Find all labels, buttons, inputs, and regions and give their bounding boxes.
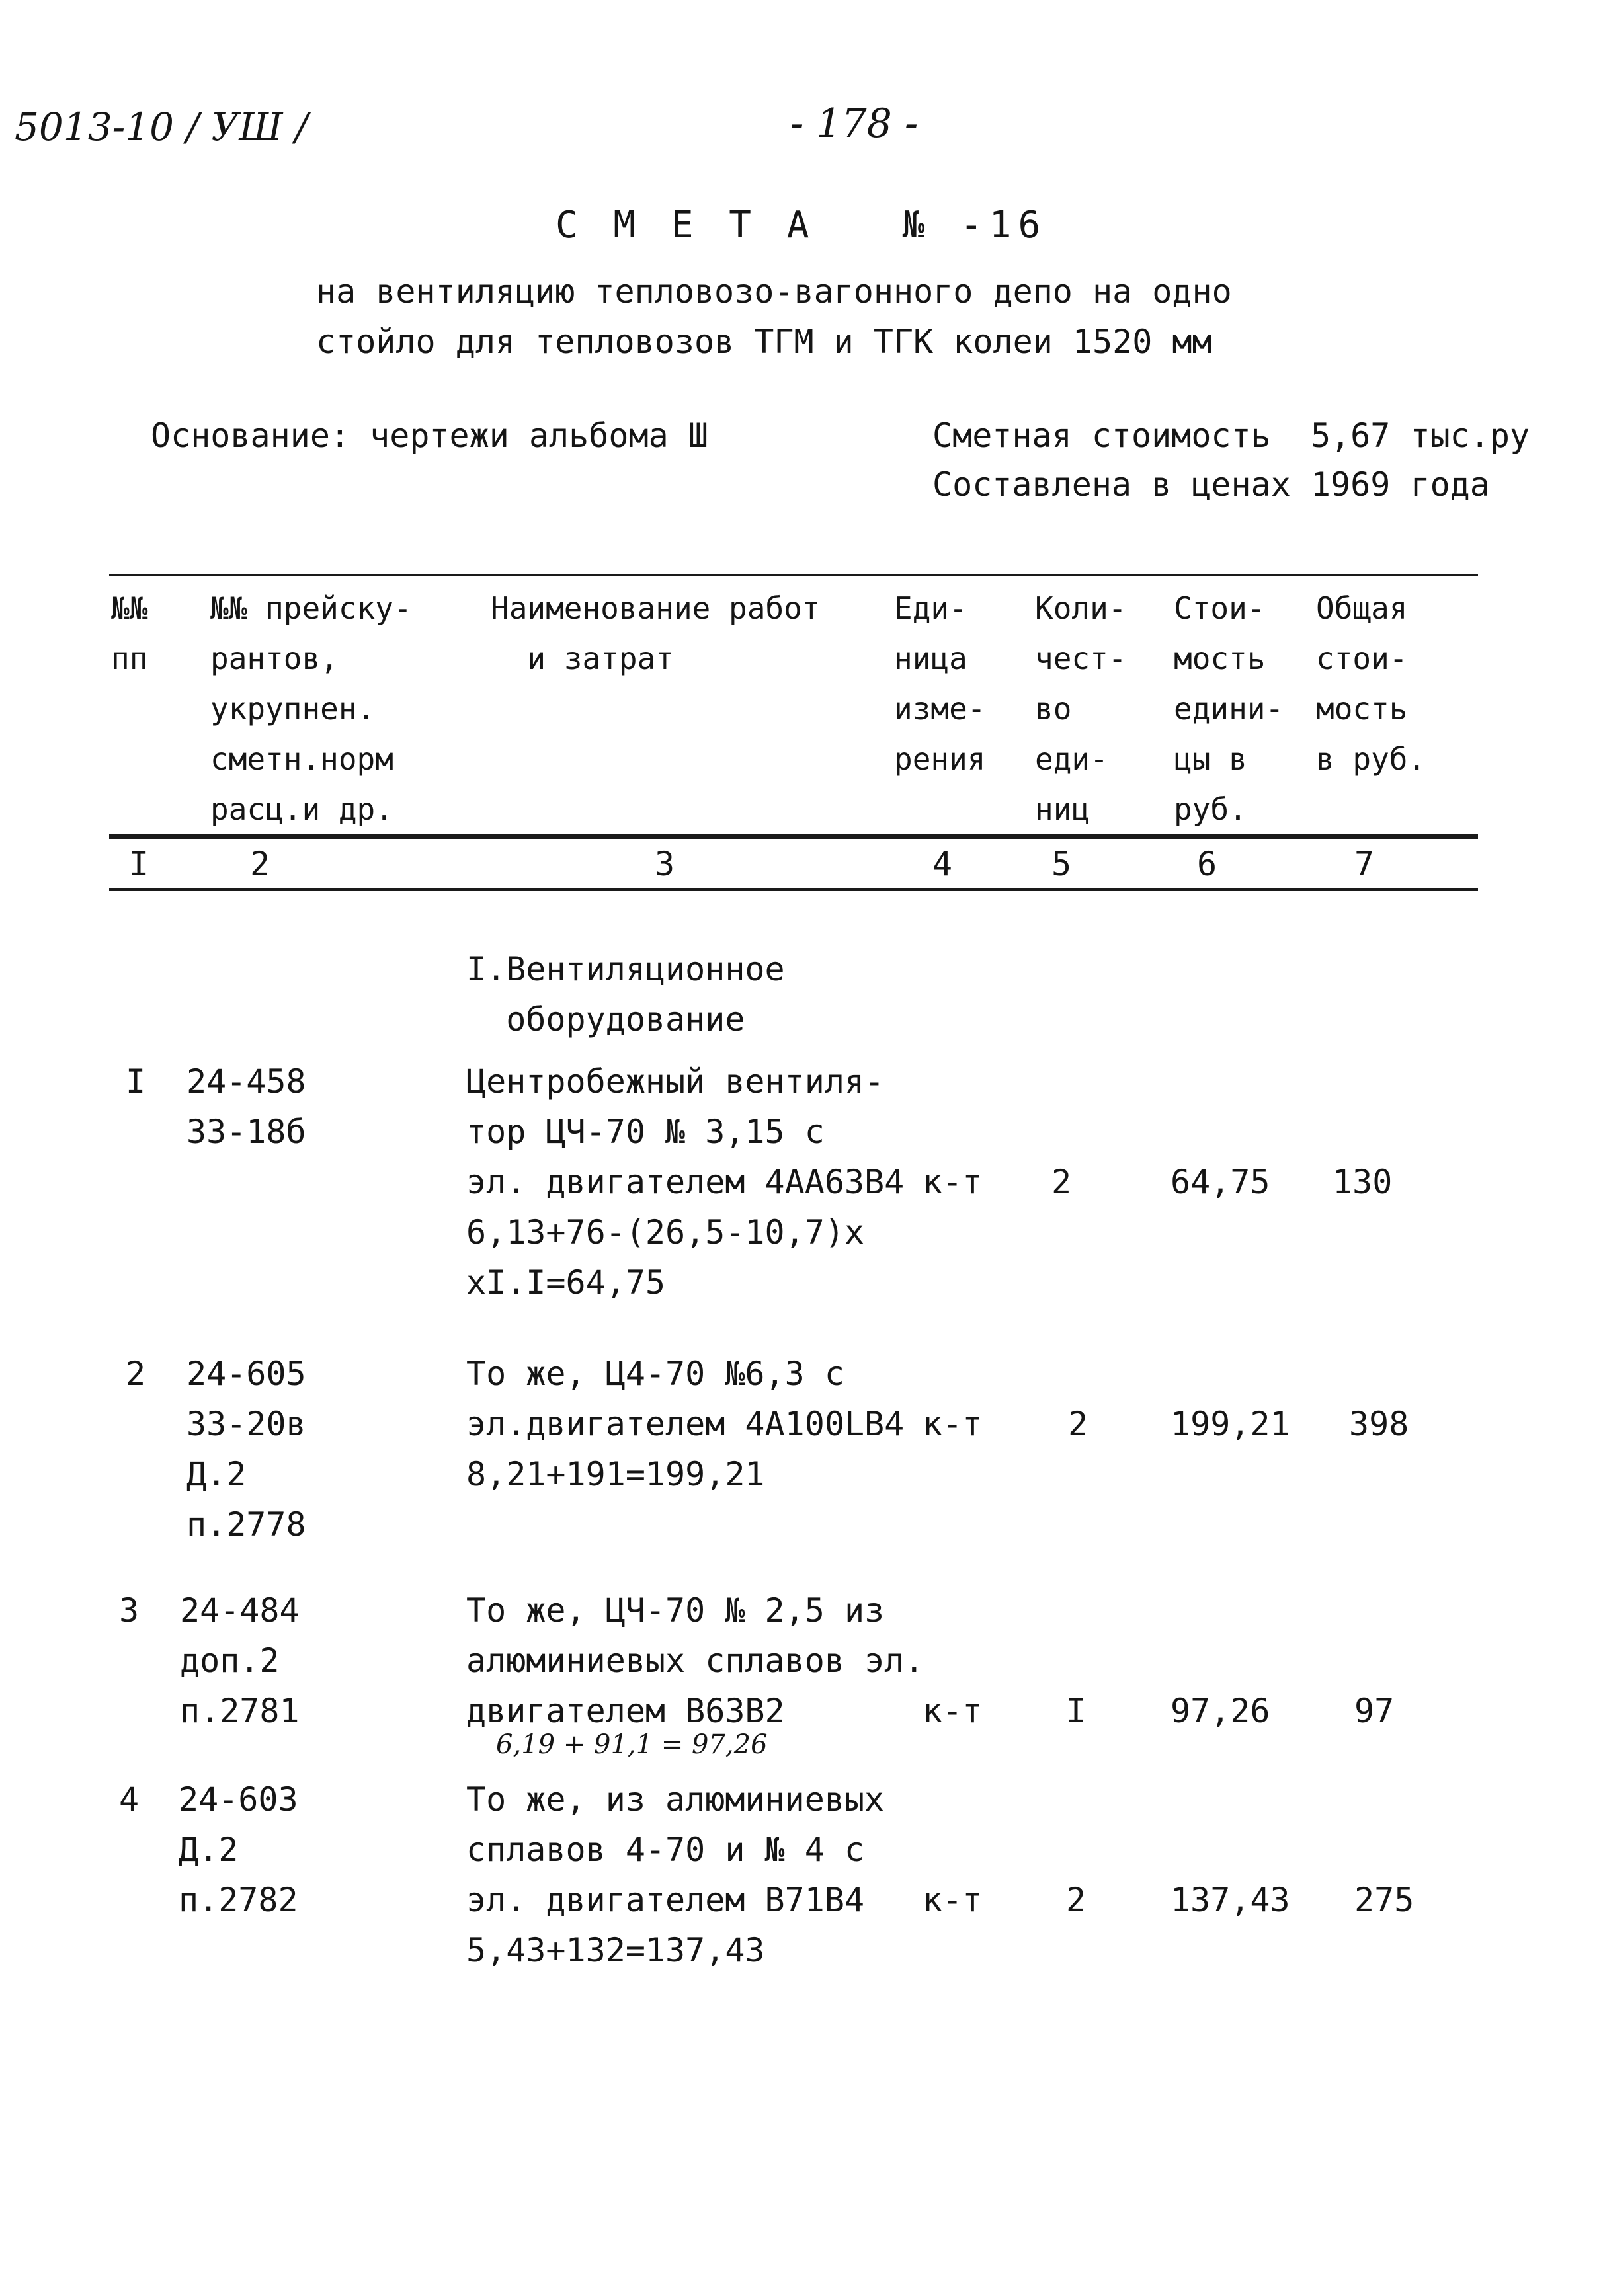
column-number-5: 5 — [1051, 845, 1072, 883]
row-refs: 24-605 33-20в Д.2 п.2778 — [186, 1355, 306, 1544]
table-top-rule — [109, 574, 1478, 576]
column-number-2: 2 — [250, 845, 270, 883]
row-description: То же, Ц4-70 №6,3 с эл.двигателем 4А100LВ4 8,21+191=199,21 — [466, 1355, 905, 1493]
row-unit-price: 97,26 — [1170, 1692, 1270, 1730]
row-description: Центробежный вентиля- тор ЦЧ-70 № 3,15 с эл. двигателем 4АА63В4 6,13+76-(26,5-10,7)x xI.I=64,75 — [466, 1062, 905, 1302]
row-quantity: 2 — [1066, 1881, 1087, 1919]
row-unit-price: 137,43 — [1170, 1881, 1290, 1919]
row-total: 398 — [1349, 1405, 1409, 1443]
column-number-4: 4 — [932, 845, 953, 883]
column-header-4: Еди- ница изме- рения — [894, 590, 986, 777]
estimated-cost: Сметная стоимость 5,67 тыс.ру — [932, 416, 1530, 455]
margin-reference: 5013-10 / УШ / — [15, 104, 308, 149]
basis-text: Основание: чертежи альбома Ш — [151, 416, 708, 455]
row-unit-price: 64,75 — [1170, 1163, 1270, 1201]
row-unit: к-т — [923, 1405, 983, 1443]
column-header-5: Коли- чест- во еди- ниц — [1035, 590, 1127, 827]
row-refs: 24-603 Д.2 п.2782 — [179, 1780, 298, 1919]
row-unit: к-т — [923, 1692, 983, 1730]
row-total: 130 — [1333, 1163, 1393, 1201]
section-title: I.Вентиляционное оборудование — [466, 950, 785, 1039]
subtitle-line-1: на вентиляцию тепловозо-вагонного депо на одно — [316, 272, 1232, 311]
column-number-6: 6 — [1197, 845, 1217, 883]
row-total: 97 — [1354, 1692, 1395, 1730]
column-header-6: Стои- мость едини- цы в руб. — [1174, 590, 1284, 827]
row-number: 3 — [119, 1591, 140, 1630]
row-quantity: 2 — [1068, 1405, 1088, 1443]
column-number-7: 7 — [1354, 845, 1375, 883]
row-refs: 24-458 33-18б — [186, 1062, 306, 1151]
prices-year: Составлена в ценах 1969 года — [932, 465, 1490, 504]
column-header-1: №№ пп — [111, 590, 148, 676]
row-quantity: I — [1066, 1692, 1087, 1730]
column-header-2: №№ прейску- рантов, укрупнен. сметн.норм расц.и др. — [210, 590, 412, 827]
column-number-1: I — [129, 845, 149, 883]
page-number: - 178 - — [790, 100, 919, 147]
row-refs: 24-484 доп.2 п.2781 — [180, 1591, 300, 1730]
row-quantity: 2 — [1051, 1163, 1072, 1201]
row-description: То же, ЦЧ-70 № 2,5 из алюминиевых сплавов эл. двигателем В63В2 — [466, 1591, 924, 1730]
column-numbers-rule — [109, 888, 1478, 891]
document-title: С М Е Т А № -16 — [555, 204, 1047, 247]
subtitle-line-2: стойло для тепловозов ТГМ и ТГК колеи 1520 мм — [316, 323, 1212, 361]
column-number-3: 3 — [655, 845, 675, 883]
row-total: 275 — [1354, 1881, 1415, 1919]
row-description: То же, из алюминиевых сплавов 4-70 и № 4 с эл. двигателем В71В4 5,43+132=137,43 — [466, 1780, 885, 1969]
handwritten-calculation: 6,19 + 91,1 = 97,26 — [496, 1729, 768, 1760]
row-number: 4 — [119, 1780, 140, 1819]
row-number: 2 — [126, 1355, 146, 1393]
column-header-3: Наименование работ и затрат — [491, 590, 821, 676]
row-unit-price: 199,21 — [1170, 1405, 1290, 1443]
row-unit: к-т — [923, 1163, 983, 1201]
row-unit: к-т — [923, 1881, 983, 1919]
header-bottom-rule — [109, 834, 1478, 839]
row-number: I — [126, 1062, 146, 1101]
column-header-7: Общая стои- мость в руб. — [1316, 590, 1426, 777]
